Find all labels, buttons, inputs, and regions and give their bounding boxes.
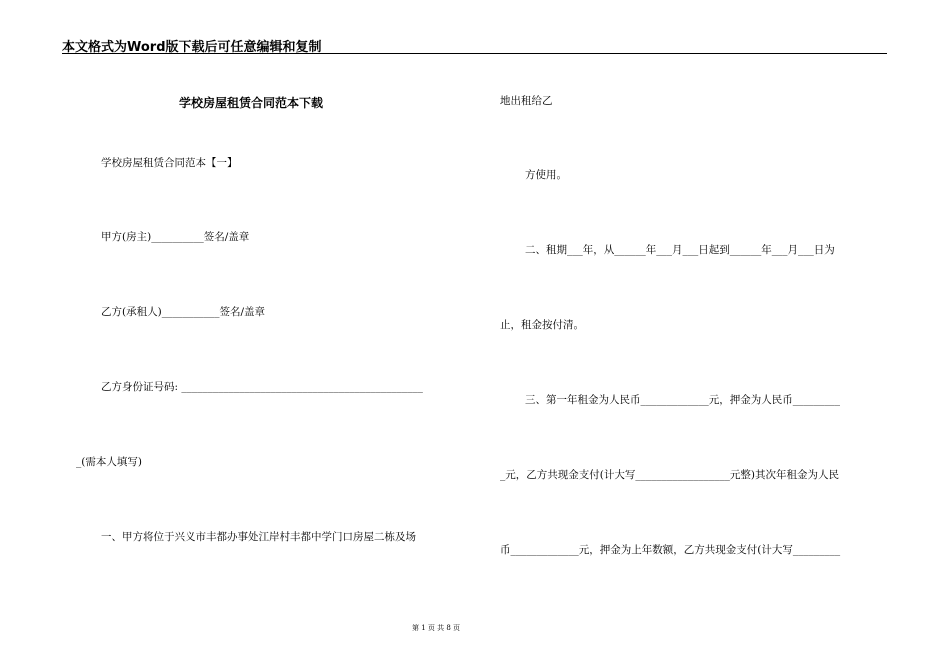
clause-1-line: 一、甲方将位于兴义市丰都办事处江岸村丰都中学门口房屋二栋及场 bbox=[101, 531, 416, 543]
id-note-line: _(需本人填写) bbox=[76, 456, 142, 468]
header-divider bbox=[62, 53, 887, 54]
party-b-line: 乙方(承租人)___________签名/盖章 bbox=[101, 306, 265, 318]
header-banner: 本文格式为Word版下载后可任意编辑和复制 bbox=[62, 40, 322, 55]
clause-3-line: 三、第一年租金为人民币_____________元，押金为人民币_________ bbox=[525, 394, 840, 406]
right-line-7: 币_____________元，押金为上年数额，乙方共现金支付(计大写_________ bbox=[500, 544, 841, 556]
party-a-line: 甲方(房主)__________签名/盖章 bbox=[101, 231, 250, 243]
page-number: 第 1 页 共 8 页 bbox=[412, 624, 461, 632]
right-line-4: 止，租金按付清。 bbox=[500, 319, 584, 331]
right-line-6: _元，乙方共现金支付(计大写__________________元整)其次年租金为人民 bbox=[500, 469, 839, 481]
id-number-line: 乙方身份证号码: ______________________________________________ bbox=[101, 381, 423, 393]
right-line-2: 方使用。 bbox=[525, 169, 567, 181]
section-heading: 学校房屋租赁合同范本【一】 bbox=[101, 157, 238, 169]
clause-2-line: 二、租期___年，从______年___月___日起到______年___月___日为 bbox=[525, 244, 835, 256]
right-line-1: 地出租给乙 bbox=[500, 95, 553, 107]
document-title: 学校房屋租赁合同范本下载 bbox=[179, 96, 324, 110]
